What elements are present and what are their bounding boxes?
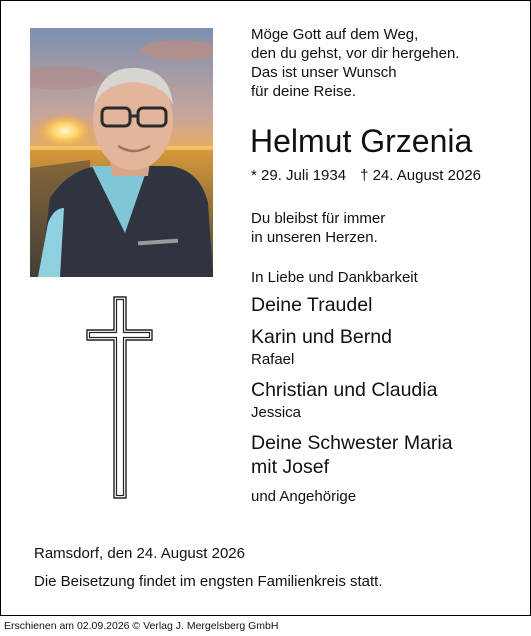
family-intro: In Liebe und Dankbarkeit [251, 269, 418, 286]
cross-icon [85, 296, 155, 505]
family-entry-main: Christian und Claudia [251, 379, 438, 401]
family-entry-main: Deine Traudel [251, 294, 373, 316]
life-dates [251, 167, 481, 184]
poem-line: für deine Reise. [251, 83, 357, 100]
family-entry-sub: Jessica [251, 404, 302, 421]
poem [251, 25, 459, 101]
funeral-notice: Die Beisetzung findet im engsten Familienkreis statt. [34, 573, 383, 590]
portrait-photo [30, 28, 213, 277]
birth-date: * 29. Juli 1934 [251, 167, 347, 184]
poem-line: Möge Gott auf dem Weg, [251, 26, 419, 43]
family-closing: und Angehörige [251, 488, 357, 505]
family-entry-sub: Rafael [251, 351, 295, 368]
remembrance-line: in unseren Herzen. [251, 229, 378, 246]
family-entry-main: Karin und Bernd [251, 326, 392, 348]
death-date: † 24. August 2026 [360, 167, 482, 184]
deceased-name: Helmut Grzenia [250, 123, 473, 159]
poem-line: Das ist unser Wunsch [251, 64, 397, 81]
remembrance [251, 209, 385, 247]
remembrance-line: Du bleibst für immer [251, 210, 386, 227]
family-entry-main: Deine Schwester Maria [251, 432, 453, 454]
family-entry-main: mit Josef [251, 456, 330, 478]
place-date: Ramsdorf, den 24. August 2026 [34, 545, 245, 562]
publication-footer: Erschienen am 02.09.2026 © Verlag J. Mergelsberg GmbH [4, 620, 279, 632]
poem-line: den du gehst, vor dir hergehen. [251, 45, 460, 62]
